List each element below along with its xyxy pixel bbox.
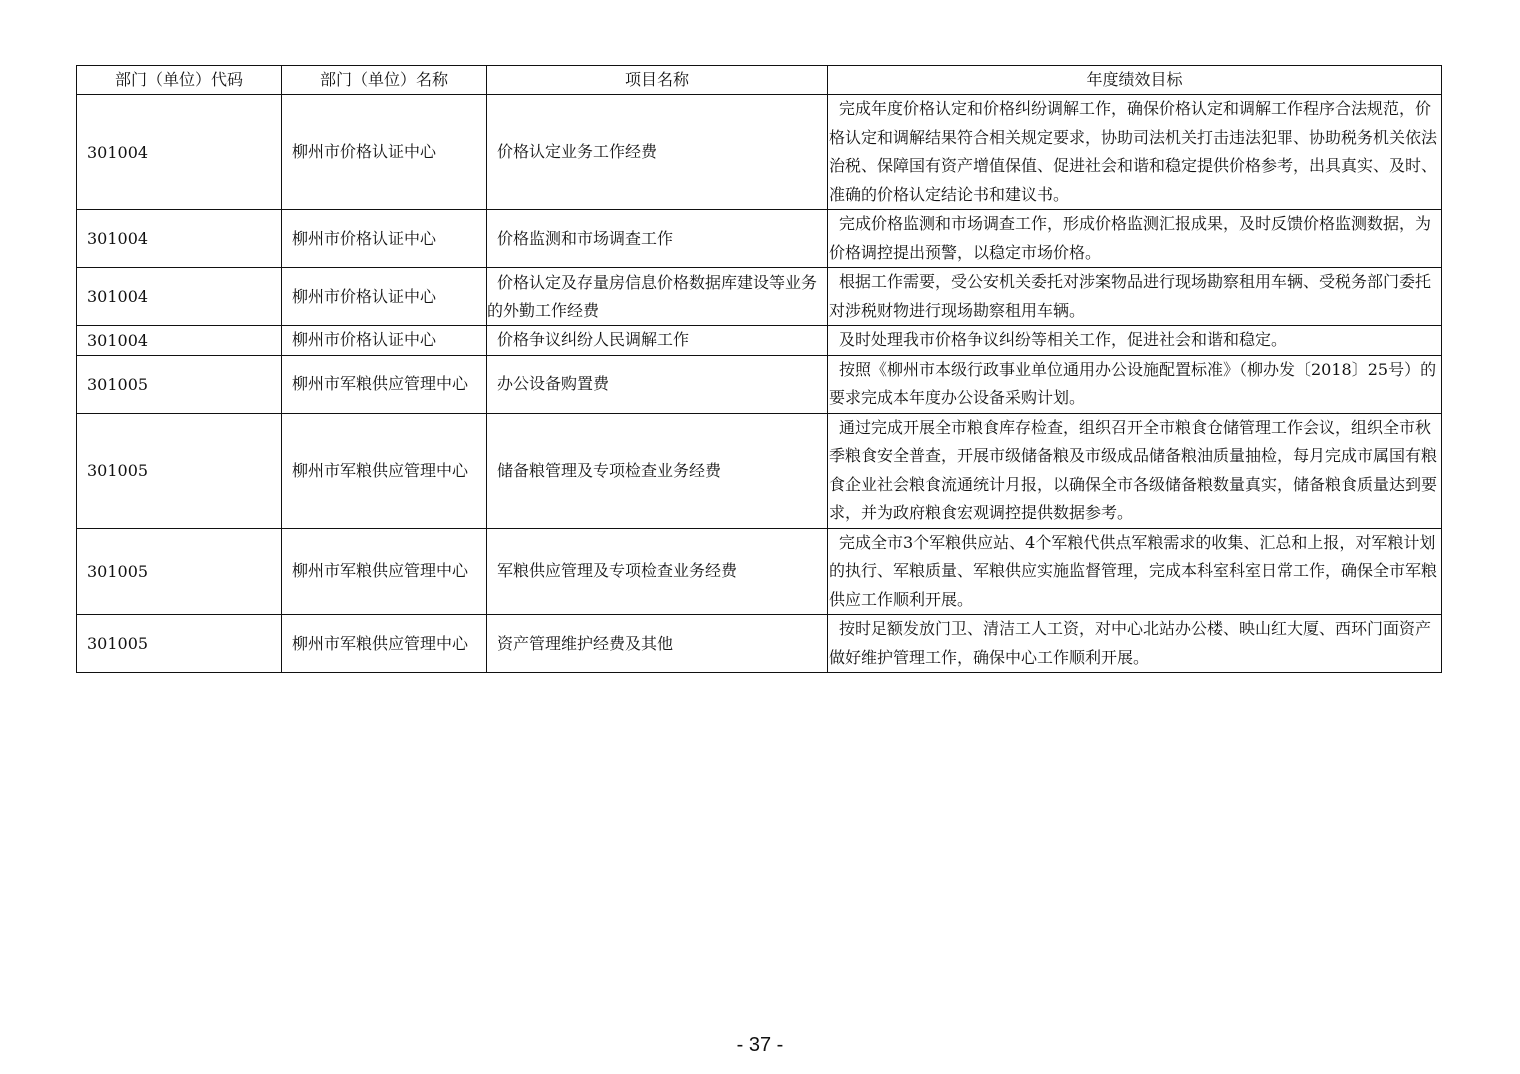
page-number: - 37 -	[736, 1034, 784, 1056]
row-dept-code: 301005	[77, 413, 282, 528]
row-project-name	[487, 355, 828, 413]
row-dept-name-text: 柳州市军粮供应管理中心	[292, 374, 469, 393]
table-row	[77, 268, 1442, 326]
row-annual-goal	[828, 528, 1442, 615]
row-dept-name	[282, 95, 487, 210]
row-dept-name-text: 柳州市军粮供应管理中心	[292, 561, 469, 581]
performance-goals-table	[76, 65, 1442, 673]
row-dept-name-text: 柳州市军粮供应管理中心	[292, 633, 469, 653]
row-project-name-text: 资产管理维护经费及其他	[497, 633, 674, 653]
row-dept-code: 301004	[77, 326, 282, 356]
row-annual-goal	[828, 355, 1442, 413]
row-annual-goal-text: 通过完成开展全市粮食库存检查，组织召开全市粮食仓储管理工作会议，组织全市秋季粮食安全普查，开展市级储备粮及市级成品储备粮油质量抽检，每月完成市属国有粮食企业社会粮食流通统计月报，以确保全市各级储备粮数量真实，储备粮食质量达到要求，并为政府粮食宏观调控提供数据参考。	[829, 417, 1438, 522]
row-annual-goal	[828, 413, 1442, 528]
row-dept-name-text: 柳州市价格认证中心	[292, 286, 437, 306]
row-annual-goal-text: 完成价格监测和市场调查工作，形成价格监测汇报成果，及时反馈价格监测数据，为价格调控提出预警，以稳定市场价格。	[829, 214, 1432, 262]
row-project-name	[487, 95, 828, 210]
row-dept-code: 301005	[77, 355, 282, 413]
row-dept-code: 301004	[77, 210, 282, 268]
row-annual-goal	[828, 95, 1442, 210]
row-project-name	[487, 326, 828, 356]
row-dept-name-text: 柳州市价格认证中心	[292, 142, 437, 161]
row-project-name-text: 储备粮管理及专项检查业务经费	[497, 460, 722, 480]
row-annual-goal-text: 按照《柳州市本级行政事业单位通用办公设施配置标准》（柳办发〔2018〕25号）的要求完成本年度办公设备采购计划。	[829, 359, 1437, 407]
header-project-name: 项目名称	[487, 66, 828, 95]
row-annual-goal-text: 完成全市3个军粮供应站、4个军粮代供点军粮需求的收集、汇总和上报，对军粮计划的执行、军粮质量、军粮供应实施监督管理，完成本科室科室日常工作，确保全市军粮供应工作顺利开展。	[829, 532, 1438, 609]
row-dept-name-text: 柳州市价格认证中心	[292, 330, 437, 350]
row-project-name	[487, 615, 828, 673]
row-dept-name	[282, 326, 487, 356]
row-dept-name	[282, 268, 487, 326]
row-dept-name	[282, 615, 487, 673]
row-dept-name-text: 柳州市军粮供应管理中心	[292, 460, 469, 480]
row-annual-goal	[828, 210, 1442, 268]
row-dept-name-text: 柳州市价格认证中心	[292, 228, 437, 248]
row-annual-goal	[828, 326, 1442, 356]
row-dept-name	[282, 528, 487, 615]
row-project-name	[487, 528, 828, 615]
table-row	[77, 615, 1442, 673]
header-dept-code: 部门（单位）代码	[77, 66, 282, 95]
row-project-name-text: 价格争议纠纷人民调解工作	[497, 330, 690, 350]
row-project-name-text: 价格监测和市场调查工作	[497, 228, 674, 248]
header-dept-name: 部门（单位）名称	[282, 66, 487, 95]
row-project-name-text: 军粮供应管理及专项检查业务经费	[497, 561, 738, 581]
table-row	[77, 528, 1442, 615]
header-annual-goal: 年度绩效目标	[828, 66, 1442, 95]
row-dept-name	[282, 355, 487, 413]
table-row	[77, 355, 1442, 413]
row-dept-code: 301005	[77, 528, 282, 615]
table-row	[77, 210, 1442, 268]
row-annual-goal-text: 完成年度价格认定和价格纠纷调解工作，确保价格认定和调解工作程序合法规范，价格认定和调解结果符合相关规定要求，协助司法机关打击违法犯罪、协助税务机关依法治税、保障国有资产增值保值、促进社会和谐和稳定提供价格参考，出具真实、及时、准确的价格认定结论书和建议书。	[829, 99, 1438, 204]
row-project-name-text: 价格认定业务工作经费	[497, 142, 658, 161]
row-project-name	[487, 268, 828, 326]
row-project-name-text: 办公设备购置费	[497, 374, 610, 393]
row-dept-code: 301004	[77, 95, 282, 210]
row-annual-goal	[828, 615, 1442, 673]
row-annual-goal-text: 按时足额发放门卫、清洁工人工资，对中心北站办公楼、映山红大厦、西环门面资产做好维护管理工作，确保中心工作顺利开展。	[829, 619, 1432, 667]
row-annual-goal-text: 根据工作需要，受公安机关委托对涉案物品进行现场勘察租用车辆、受税务部门委托对涉税财物进行现场勘察租用车辆。	[829, 272, 1432, 320]
row-project-name	[487, 210, 828, 268]
row-project-name-text: 价格认定及存量房信息价格数据库建设等业务的外勤工作经费	[487, 272, 818, 320]
row-dept-name	[282, 210, 487, 268]
row-dept-code: 301005	[77, 615, 282, 673]
table-row	[77, 326, 1442, 356]
row-project-name	[487, 413, 828, 528]
row-dept-code: 301004	[77, 268, 282, 326]
table-row	[77, 413, 1442, 528]
row-annual-goal-text: 及时处理我市价格争议纠纷等相关工作，促进社会和谐和稳定。	[839, 330, 1288, 349]
table-header-row	[77, 66, 1442, 95]
row-annual-goal	[828, 268, 1442, 326]
table-row	[77, 95, 1442, 210]
row-dept-name	[282, 413, 487, 528]
